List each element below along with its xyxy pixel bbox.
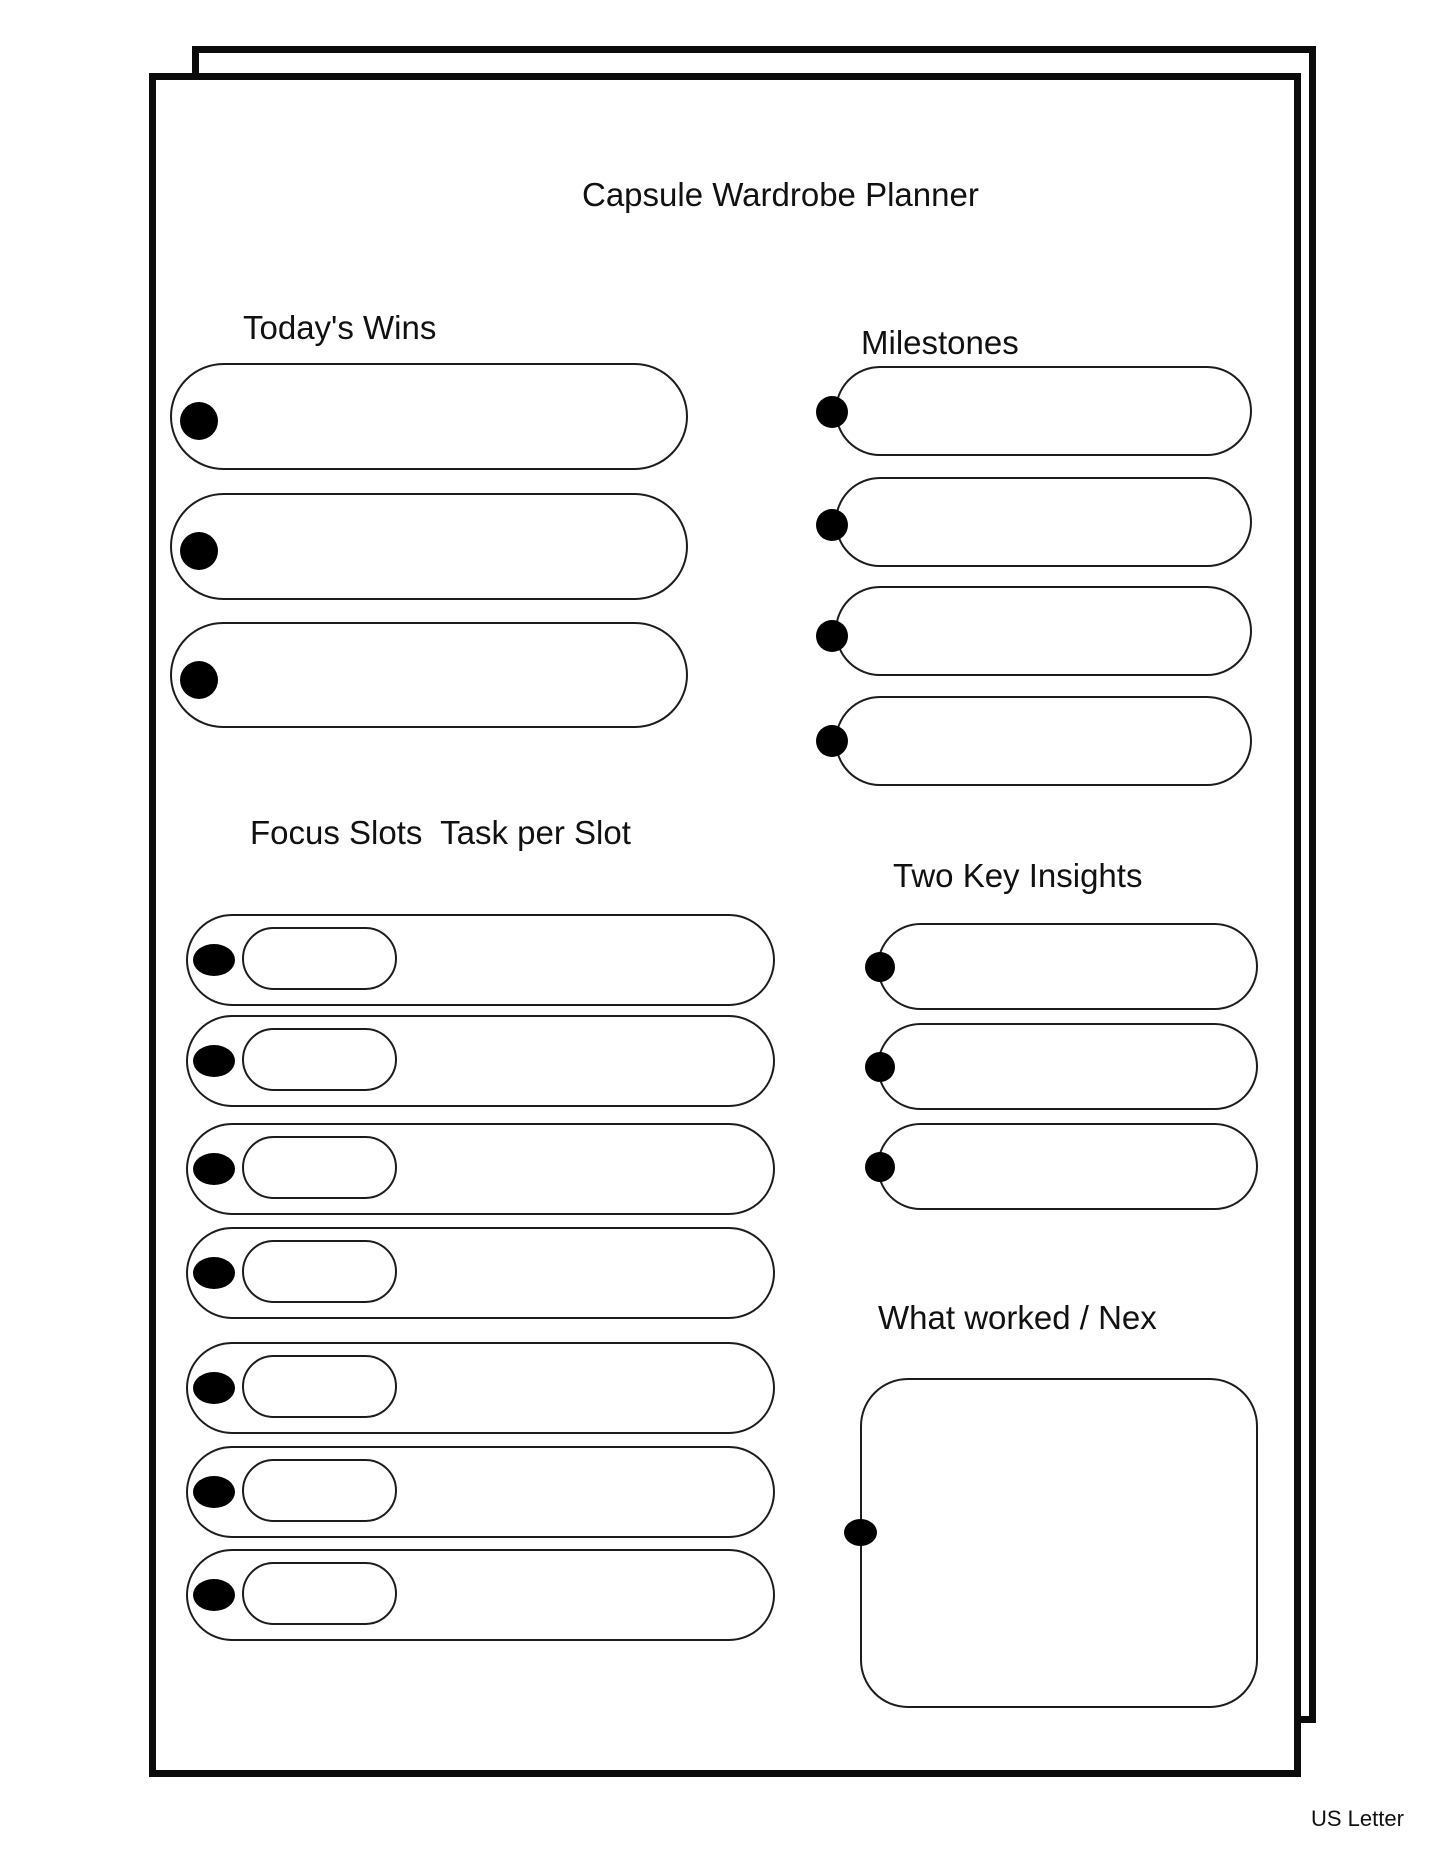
insight-field-1	[877, 923, 1258, 1010]
bullet-dot-icon	[193, 1579, 235, 1611]
bullet-dot-icon	[180, 661, 218, 699]
page-title: Capsule Wardrobe Planner	[582, 176, 979, 213]
what-worked-notes-box	[860, 1378, 1258, 1708]
bullet-dot-icon	[193, 1257, 235, 1289]
bullet-dot-icon	[816, 509, 848, 541]
two-key-insights-heading: Two Key Insights	[893, 857, 1143, 894]
bullet-dot-icon	[844, 1519, 877, 1546]
bullet-dot-icon	[865, 1052, 895, 1082]
bullet-dot-icon	[193, 1045, 235, 1077]
milestone-field-4	[835, 696, 1252, 786]
insight-field-3	[877, 1123, 1258, 1210]
bullet-dot-icon	[193, 1476, 235, 1508]
bullet-dot-icon	[180, 402, 218, 440]
bullet-dot-icon	[865, 1152, 895, 1182]
bullet-dot-icon	[816, 725, 848, 757]
milestones-heading: Milestones	[861, 324, 1019, 361]
focus-slot-field-7	[242, 1562, 397, 1625]
bullet-dot-icon	[193, 1372, 235, 1404]
todays-wins-field-3	[170, 622, 688, 728]
milestone-field-1	[835, 366, 1252, 456]
focus-slot-field-1	[242, 927, 397, 990]
focus-slot-field-2	[242, 1028, 397, 1091]
bullet-dot-icon	[180, 532, 218, 570]
bullet-dot-icon	[865, 952, 895, 982]
what-worked-heading: What worked / Nex	[878, 1299, 1157, 1336]
focus-slot-field-6	[242, 1459, 397, 1522]
todays-wins-field-1	[170, 363, 688, 470]
bullet-dot-icon	[816, 396, 848, 428]
milestone-field-3	[835, 586, 1252, 676]
bullet-dot-icon	[193, 944, 235, 976]
focus-slot-field-5	[242, 1355, 397, 1418]
focus-slot-field-3	[242, 1136, 397, 1199]
focus-slots-heading: Focus Slots Task per Slot	[250, 814, 631, 851]
bullet-dot-icon	[193, 1153, 235, 1185]
focus-slot-field-4	[242, 1240, 397, 1303]
todays-wins-field-2	[170, 493, 688, 600]
paper-size-label: US Letter	[1311, 1806, 1404, 1831]
todays-wins-heading: Today's Wins	[243, 309, 437, 346]
bullet-dot-icon	[816, 620, 848, 652]
insight-field-2	[877, 1023, 1258, 1110]
milestone-field-2	[835, 477, 1252, 567]
